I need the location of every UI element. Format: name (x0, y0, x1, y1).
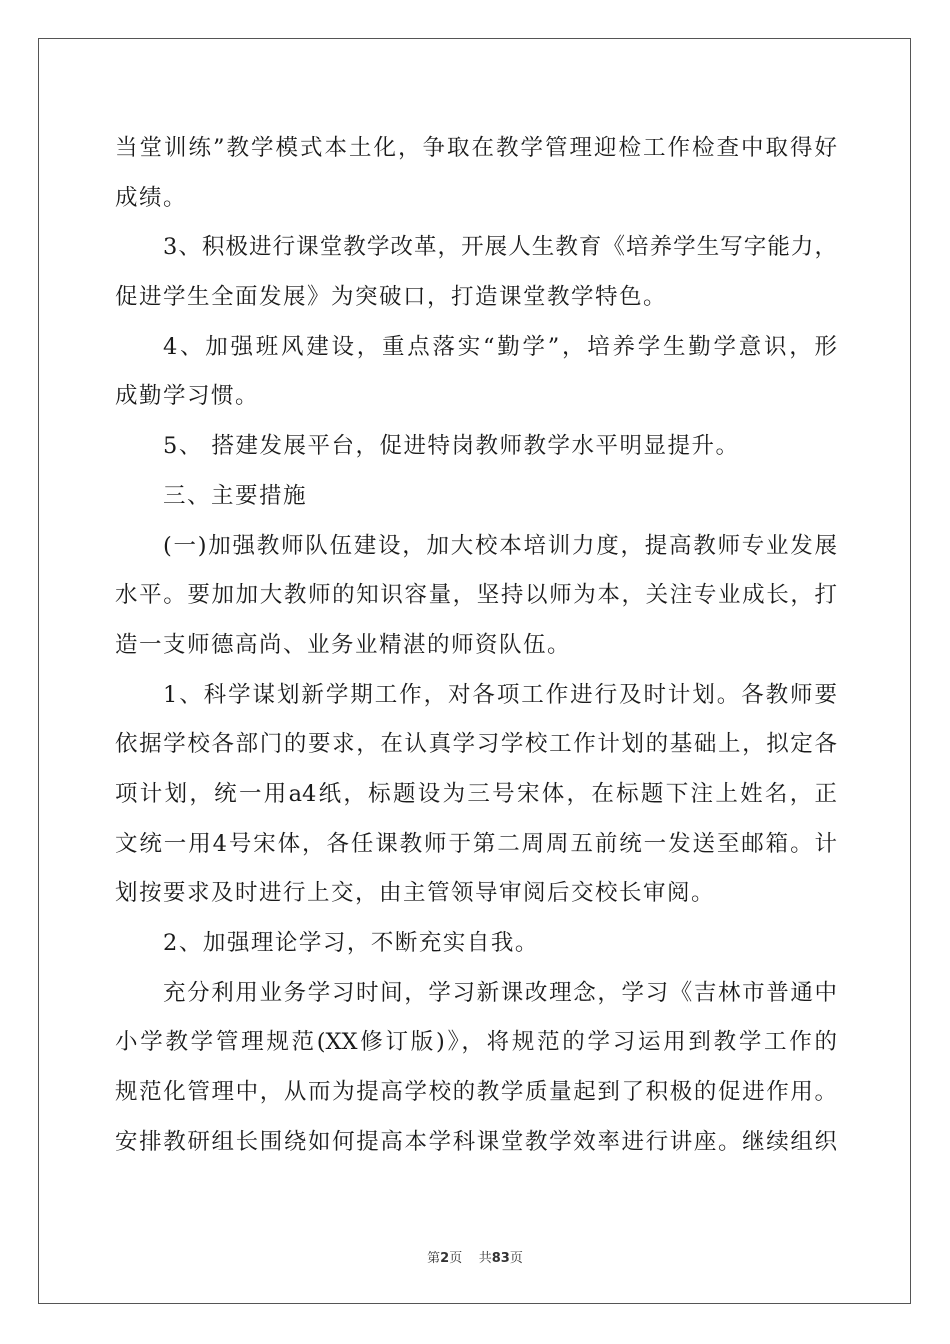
text-line: 水平。要加加大教师的知识容量，坚持以师为本，关注专业成长，打 (115, 582, 837, 609)
text-line: 3、积极进行课堂教学改革，开展人生教育《培养学生写字能力， (163, 234, 837, 261)
text-line: 小学教学管理规范(XX修订版)》，将规范的学习运用到教学工作的 (115, 1029, 837, 1056)
footer-total-pages: 83 (491, 1251, 510, 1266)
footer-page-suffix: 页 (449, 1251, 463, 1266)
section-heading: 三、主要措施 (163, 482, 308, 509)
text-line: 当堂训练”教学模式本土化，争取在教学管理迎检工作检查中取得好 (115, 135, 837, 161)
footer-total-prefix: 共 (478, 1251, 492, 1266)
text-line: 规范化管理中，从而为提高学校的教学质量起到了积极的促进作用。 (115, 1079, 837, 1106)
text-line: 项计划，统一用a4纸，标题设为三号宋体，在标题下注上姓名，正 (115, 780, 837, 807)
text-line: 成绩。 (115, 184, 188, 211)
text-line: 安排教研组长围绕如何提高本学科课堂教学效率进行讲座。继续组织 (115, 1128, 837, 1155)
text-line: 4、加强班风建设，重点落实“勤学”，培养学生勤学意识，形 (163, 333, 837, 360)
text-line: 成勤学习惯。 (115, 383, 260, 410)
page-footer (0, 1247, 950, 1266)
document-body (115, 124, 837, 1167)
text-line: 造一支师德高尚、业务业精湛的师资队伍。 (115, 631, 572, 658)
text-line: 充分利用业务学习时间，学习新课改理念，学习《吉林市普通中 (163, 979, 837, 1006)
footer-page-prefix: 第 (427, 1251, 441, 1266)
text-line: 1、科学谋划新学期工作，对各项工作进行及时计划。各教师要 (163, 681, 837, 708)
text-line: 2、加强理论学习，不断充实自我。 (163, 930, 539, 956)
text-line: (一)加强教师队伍建设，加大校本培训力度，提高教师专业发展 (163, 532, 837, 559)
text-line: 文统一用4号宋体，各任课教师于第二周周五前统一发送至邮箱。计 (115, 830, 837, 857)
text-line: 依据学校各部门的要求，在认真学习学校工作计划的基础上，拟定各 (115, 731, 837, 758)
text-line: 5、 搭建发展平台，促进特岗教师教学水平明显提升。 (163, 433, 740, 460)
text-line: 促进学生全面发展》为突破口，打造课堂教学特色。 (115, 284, 668, 311)
text-line: 划按要求及时进行上交，由主管领导审阅后交校长审阅。 (115, 880, 716, 907)
footer-total-suffix: 页 (509, 1251, 523, 1266)
footer-page-number: 2 (440, 1251, 450, 1266)
